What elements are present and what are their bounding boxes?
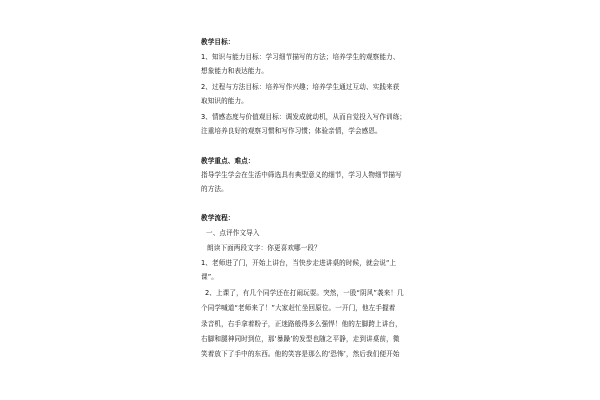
process-heading: 教学流程： [201,214,235,222]
passage-2-line-1: 2、上课了，有几个同学还在打闹玩耍。突然，一股“阴风”袭来！几 [205,289,404,297]
keypoints-line-2: 的方法。 [201,185,228,193]
keypoints-heading: 教学重点、难点： [201,157,255,165]
passage-2-line-2: 个同学喊道“老师来了！”大家赶忙坐回原位。一开门，他左手握着 [201,304,396,312]
passage-1-line-1: 1、老师进了门，开始上讲台，当快步走进讲桌的时候，就会说“上 [201,259,397,267]
step-1-heading: 一、点评作文导入 [206,229,260,237]
passage-2-line-3: 录音机，右手拿着粉子，正迷路般得多么强悍！他的左脚跨上讲台， [201,320,402,328]
passage-2-line-5: 笑着放下了手中的东西。他的笑容是那么的‘恐怖’，然后我们便开始 [201,350,400,358]
objectives-heading: 教学目标： [201,38,235,46]
reading-prompt: 朗读下面两段文字：你更喜欢哪一段？ [207,244,321,252]
keypoints-line-1: 指导学生学会在生活中筛选具有典型意义的细节，学习人物细节描写 [201,171,402,179]
objective-3-line-2: 注重培养良好的观察习惯和写作习惯；体验亲情，学会感恩。 [201,127,382,135]
passage-2-line-4: 右脚和腿神同时到位，那‘暴躁’的发型也随之平静，走到讲桌前，微 [201,335,400,343]
objective-3-line-1: 3、情感态度与价值观目标：调发成就动机，从而自觉投入写作训练； [201,113,407,121]
objective-1-line-2: 想象能力和表达能力。 [201,67,268,75]
objective-2-line-1: 2、过程与方法目标：培养写作兴趣；培养学生通过互动、实践来获 [201,83,400,91]
objective-2-line-2: 取知识的能力。 [201,97,248,105]
passage-1-line-2: 课”。 [201,273,218,281]
objective-1-line-1: 1、知识与能力目标：学习细节描写的方法；培养学生的观察能力、 [201,53,400,61]
